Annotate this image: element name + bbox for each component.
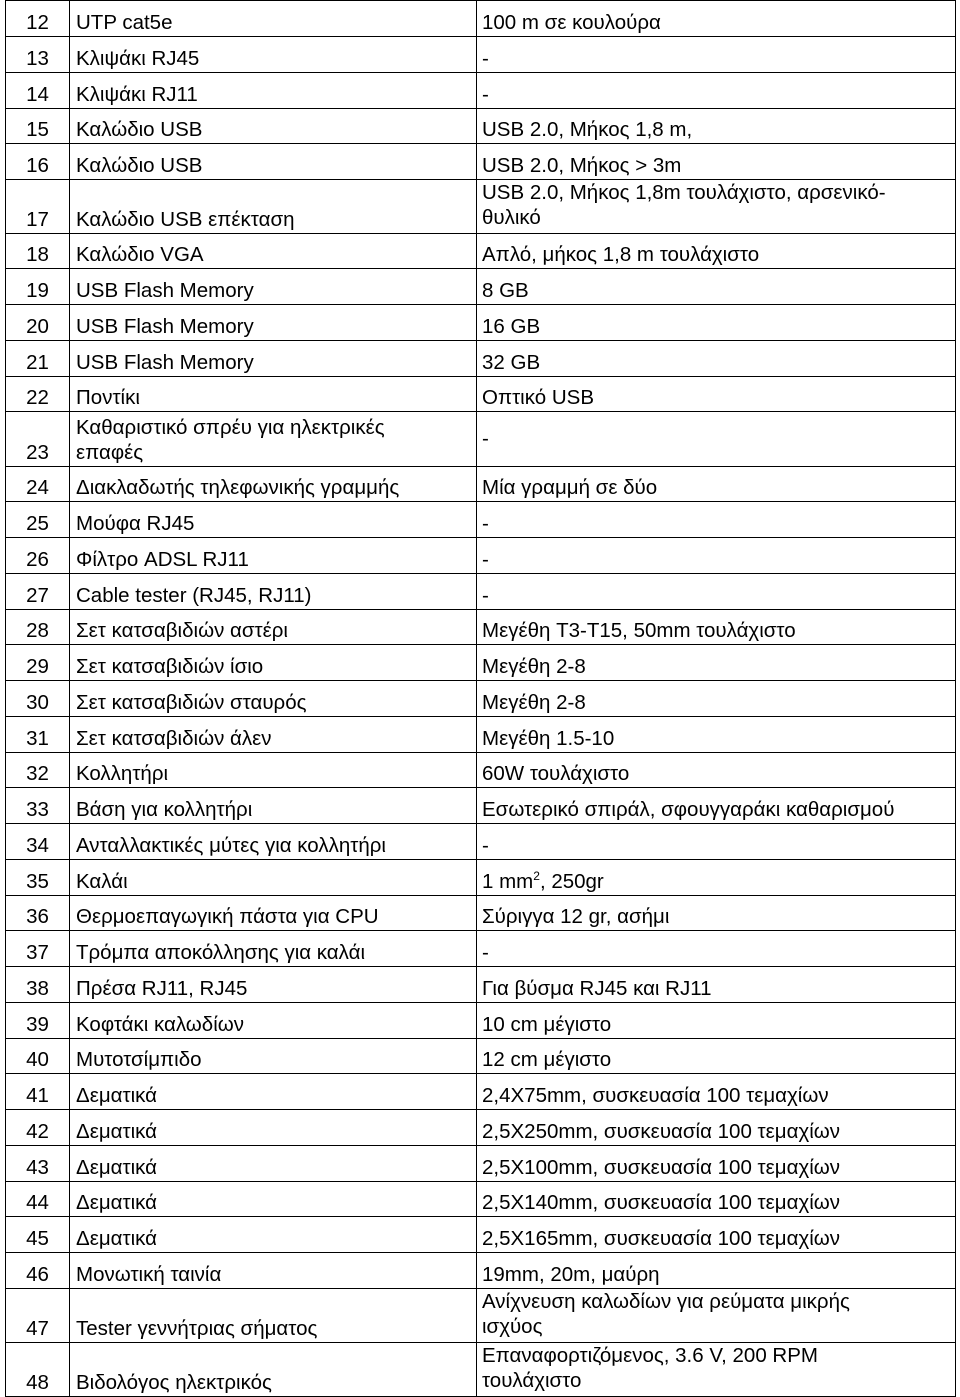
item-spec-text: - — [482, 941, 489, 964]
table-row — [6, 144, 956, 180]
table-row — [6, 305, 956, 341]
item-spec-text: Για βύσμα RJ45 και RJ11 — [482, 977, 712, 1000]
table-row — [6, 610, 956, 645]
row-number: 29 — [6, 645, 70, 681]
table-row — [6, 824, 956, 860]
row-number: 38 — [6, 967, 70, 1003]
item-name: Κλιψάκι RJ45 — [70, 37, 477, 73]
item-spec — [477, 305, 956, 341]
item-spec-text: 2,5X165mm, συσκευασία 100 τεμαχίων — [482, 1227, 841, 1250]
item-spec-text: Οπτικό USB — [482, 386, 594, 409]
row-number: 21 — [6, 341, 70, 377]
row-number: 28 — [6, 610, 70, 645]
row-number: 44 — [6, 1182, 70, 1217]
table-row — [6, 931, 956, 967]
item-spec — [477, 1253, 956, 1289]
item-spec — [477, 234, 956, 269]
item-spec-text: 2,4X75mm, συσκευασία 100 τεμαχίων — [482, 1084, 829, 1107]
item-name: Κολλητήρι — [70, 753, 477, 788]
item-spec-text: USB 2.0, Μήκος > 3m — [482, 154, 682, 177]
row-number: 17 — [6, 180, 70, 234]
item-spec — [477, 502, 956, 538]
row-number: 27 — [6, 574, 70, 610]
item-spec-text: - — [482, 548, 489, 571]
item-name: Πρέσα RJ11, RJ45 — [70, 967, 477, 1003]
item-name: Τρόμπα αποκόλλησης για καλάι — [70, 931, 477, 967]
item-spec — [477, 681, 956, 717]
item-name: Ανταλλακτικές μύτες για κολλητήρι — [70, 824, 477, 860]
item-spec — [477, 1039, 956, 1074]
item-spec — [477, 341, 956, 377]
item-spec-text: USB 2.0, Μήκος 1,8m τουλάχιστο, αρσενικό- θυλικό — [482, 181, 886, 229]
row-number: 26 — [6, 538, 70, 574]
table-row — [6, 1110, 956, 1146]
table-body — [6, 1, 956, 1397]
item-name: Βιδολόγος ηλεκτρικός — [70, 1343, 477, 1397]
equipment-spec-table — [5, 0, 956, 1397]
item-name: Δεματικά — [70, 1074, 477, 1110]
item-spec — [477, 1289, 956, 1343]
item-name: Καλώδιο VGA — [70, 234, 477, 269]
item-spec — [477, 180, 956, 234]
item-spec-text: Μεγέθη 2-8 — [482, 655, 586, 678]
row-number: 47 — [6, 1289, 70, 1343]
item-spec-tail: , 250gr — [539, 870, 604, 893]
item-spec — [477, 269, 956, 305]
row-number: 31 — [6, 717, 70, 753]
item-spec — [477, 1074, 956, 1110]
row-number: 33 — [6, 788, 70, 824]
item-spec-text: - — [482, 584, 489, 607]
item-spec — [477, 1, 956, 37]
item-name: Δεματικά — [70, 1146, 477, 1182]
table-row — [6, 37, 956, 73]
item-name: Φίλτρο ADSL RJ11 — [70, 538, 477, 574]
item-spec-text: - — [482, 83, 489, 106]
item-spec-text — [482, 869, 955, 894]
table-row — [6, 538, 956, 574]
row-number: 35 — [6, 860, 70, 896]
item-name: Μονωτική ταινία — [70, 1253, 477, 1289]
table-row — [6, 269, 956, 305]
item-spec — [477, 1182, 956, 1217]
item-name: Κοφτάκι καλωδίων — [70, 1003, 477, 1039]
table-row — [6, 717, 956, 753]
item-spec-text: Ανίχνευση καλωδίων για ρεύματα μικρής ισχύος — [482, 1290, 850, 1338]
item-name: Μυτοτσίμπιδο — [70, 1039, 477, 1074]
item-name: Καθαριστικό σπρέυ για ηλεκτρικές επαφές — [70, 412, 477, 467]
table-row — [6, 681, 956, 717]
item-name: Καλώδιο USB — [70, 109, 477, 144]
item-spec — [477, 1217, 956, 1253]
item-name: Σετ κατσαβιδιών άλεν — [70, 717, 477, 753]
table-row — [6, 1343, 956, 1397]
item-spec-text: - — [482, 47, 489, 70]
table-row — [6, 896, 956, 931]
row-number: 48 — [6, 1343, 70, 1397]
item-spec-text: Εσωτερικό σπιράλ, σφουγγαράκι καθαρισμού — [482, 798, 895, 821]
table-row — [6, 860, 956, 896]
item-spec-text: Μεγέθη 2-8 — [482, 691, 586, 714]
row-number: 13 — [6, 37, 70, 73]
item-spec — [477, 73, 956, 109]
item-name: Καλάι — [70, 860, 477, 896]
item-spec — [477, 967, 956, 1003]
row-number: 12 — [6, 1, 70, 37]
item-spec-text: 10 cm μέγιστο — [482, 1013, 612, 1036]
item-spec-text: 16 GB — [482, 315, 541, 338]
item-spec-superscript: 2 — [533, 869, 540, 883]
item-name: Ποντίκι — [70, 377, 477, 412]
item-spec-value: 1 mm — [482, 870, 534, 893]
item-spec — [477, 824, 956, 860]
table-row — [6, 412, 956, 467]
table-row — [6, 645, 956, 681]
table-row — [6, 967, 956, 1003]
row-number: 34 — [6, 824, 70, 860]
row-number: 25 — [6, 502, 70, 538]
row-number: 36 — [6, 896, 70, 931]
item-spec — [477, 1110, 956, 1146]
item-spec — [477, 788, 956, 824]
item-name: Tester γεννήτριας σήματος — [70, 1289, 477, 1343]
item-spec — [477, 1003, 956, 1039]
table-row — [6, 1253, 956, 1289]
row-number: 14 — [6, 73, 70, 109]
item-name: USB Flash Memory — [70, 305, 477, 341]
table-row — [6, 788, 956, 824]
row-number: 16 — [6, 144, 70, 180]
row-number: 18 — [6, 234, 70, 269]
table-row — [6, 377, 956, 412]
item-name: Δεματικά — [70, 1182, 477, 1217]
row-number: 32 — [6, 753, 70, 788]
row-number: 19 — [6, 269, 70, 305]
item-spec — [477, 467, 956, 502]
item-spec-text: 32 GB — [482, 351, 541, 374]
item-spec — [477, 37, 956, 73]
table-row — [6, 180, 956, 234]
item-spec-text: - — [482, 427, 489, 450]
item-name: Δεματικά — [70, 1217, 477, 1253]
row-number: 30 — [6, 681, 70, 717]
table-row — [6, 1146, 956, 1182]
item-spec — [477, 931, 956, 967]
row-number: 37 — [6, 931, 70, 967]
item-spec-text: 12 cm μέγιστο — [482, 1048, 612, 1071]
item-name: UTP cat5e — [70, 1, 477, 37]
table-row — [6, 109, 956, 144]
item-name: USB Flash Memory — [70, 269, 477, 305]
item-spec — [477, 1343, 956, 1397]
item-spec-text: - — [482, 512, 489, 535]
table-row — [6, 1003, 956, 1039]
row-number: 40 — [6, 1039, 70, 1074]
item-spec — [477, 753, 956, 788]
item-spec-text: USB 2.0, Μήκος 1,8 m, — [482, 118, 693, 141]
table-row — [6, 753, 956, 788]
row-number: 39 — [6, 1003, 70, 1039]
row-number: 43 — [6, 1146, 70, 1182]
item-name: Δεματικά — [70, 1110, 477, 1146]
item-spec-text: Μεγέθη T3-T15, 50mm τουλάχιστο — [482, 619, 796, 642]
item-spec-text: 2,5X250mm, συσκευασία 100 τεμαχίων — [482, 1120, 841, 1143]
item-spec — [477, 144, 956, 180]
row-number: 22 — [6, 377, 70, 412]
item-name: Σετ κατσαβιδιών ίσιο — [70, 645, 477, 681]
table-row — [6, 234, 956, 269]
item-spec — [477, 645, 956, 681]
table-row — [6, 341, 956, 377]
item-spec-text: - — [482, 834, 489, 857]
item-name: Βάση για κολλητήρι — [70, 788, 477, 824]
item-name: Σετ κατσαβιδιών αστέρι — [70, 610, 477, 645]
item-spec — [477, 412, 956, 467]
row-number: 24 — [6, 467, 70, 502]
item-spec-text: 19mm, 20m, μαύρη — [482, 1263, 660, 1286]
item-spec-text: Επαναφορτιζόμενος, 3.6 V, 200 RPM τουλάχιστο — [482, 1344, 818, 1392]
item-spec-text: 8 GB — [482, 279, 529, 302]
item-spec-text: Μία γραμμή σε δύο — [482, 476, 658, 499]
item-name: USB Flash Memory — [70, 341, 477, 377]
item-name: Καλώδιο USB — [70, 144, 477, 180]
table-row — [6, 1182, 956, 1217]
item-spec-text: Απλό, μήκος 1,8 m τουλάχιστο — [482, 243, 760, 266]
row-number: 15 — [6, 109, 70, 144]
row-number: 45 — [6, 1217, 70, 1253]
table-row — [6, 467, 956, 502]
row-number: 42 — [6, 1110, 70, 1146]
table-row — [6, 574, 956, 610]
item-spec — [477, 717, 956, 753]
item-spec — [477, 896, 956, 931]
item-name: Καλώδιο USB επέκταση — [70, 180, 477, 234]
item-name: Μούφα RJ45 — [70, 502, 477, 538]
table-row — [6, 73, 956, 109]
item-spec — [477, 377, 956, 412]
row-number: 20 — [6, 305, 70, 341]
item-name: Θερμοεπαγωγική πάστα για CPU — [70, 896, 477, 931]
item-spec-text: 2,5X100mm, συσκευασία 100 τεμαχίων — [482, 1156, 841, 1179]
table-row — [6, 1, 956, 37]
row-number: 23 — [6, 412, 70, 467]
item-spec — [477, 109, 956, 144]
table-row — [6, 1217, 956, 1253]
item-spec-text: 60W τουλάχιστο — [482, 762, 630, 785]
row-number: 41 — [6, 1074, 70, 1110]
item-spec — [477, 610, 956, 645]
item-spec-text: 2,5X140mm, συσκευασία 100 τεμαχίων — [482, 1191, 841, 1214]
item-spec — [477, 574, 956, 610]
item-spec — [477, 860, 956, 896]
item-name: Διακλαδωτής τηλεφωνικής γραμμής — [70, 467, 477, 502]
item-spec-text: 100 m σε κουλούρα — [482, 11, 661, 34]
item-spec-text: Σύριγγα 12 gr, ασήμι — [482, 905, 670, 928]
table-row — [6, 1039, 956, 1074]
item-name: Σετ κατσαβιδιών σταυρός — [70, 681, 477, 717]
item-spec — [477, 538, 956, 574]
item-spec — [477, 1146, 956, 1182]
table-row — [6, 502, 956, 538]
row-number: 46 — [6, 1253, 70, 1289]
table-row — [6, 1289, 956, 1343]
item-spec-text: Μεγέθη 1.5-10 — [482, 727, 615, 750]
item-name: Κλιψάκι RJ11 — [70, 73, 477, 109]
table-row — [6, 1074, 956, 1110]
item-name: Cable tester (RJ45, RJ11) — [70, 574, 477, 610]
